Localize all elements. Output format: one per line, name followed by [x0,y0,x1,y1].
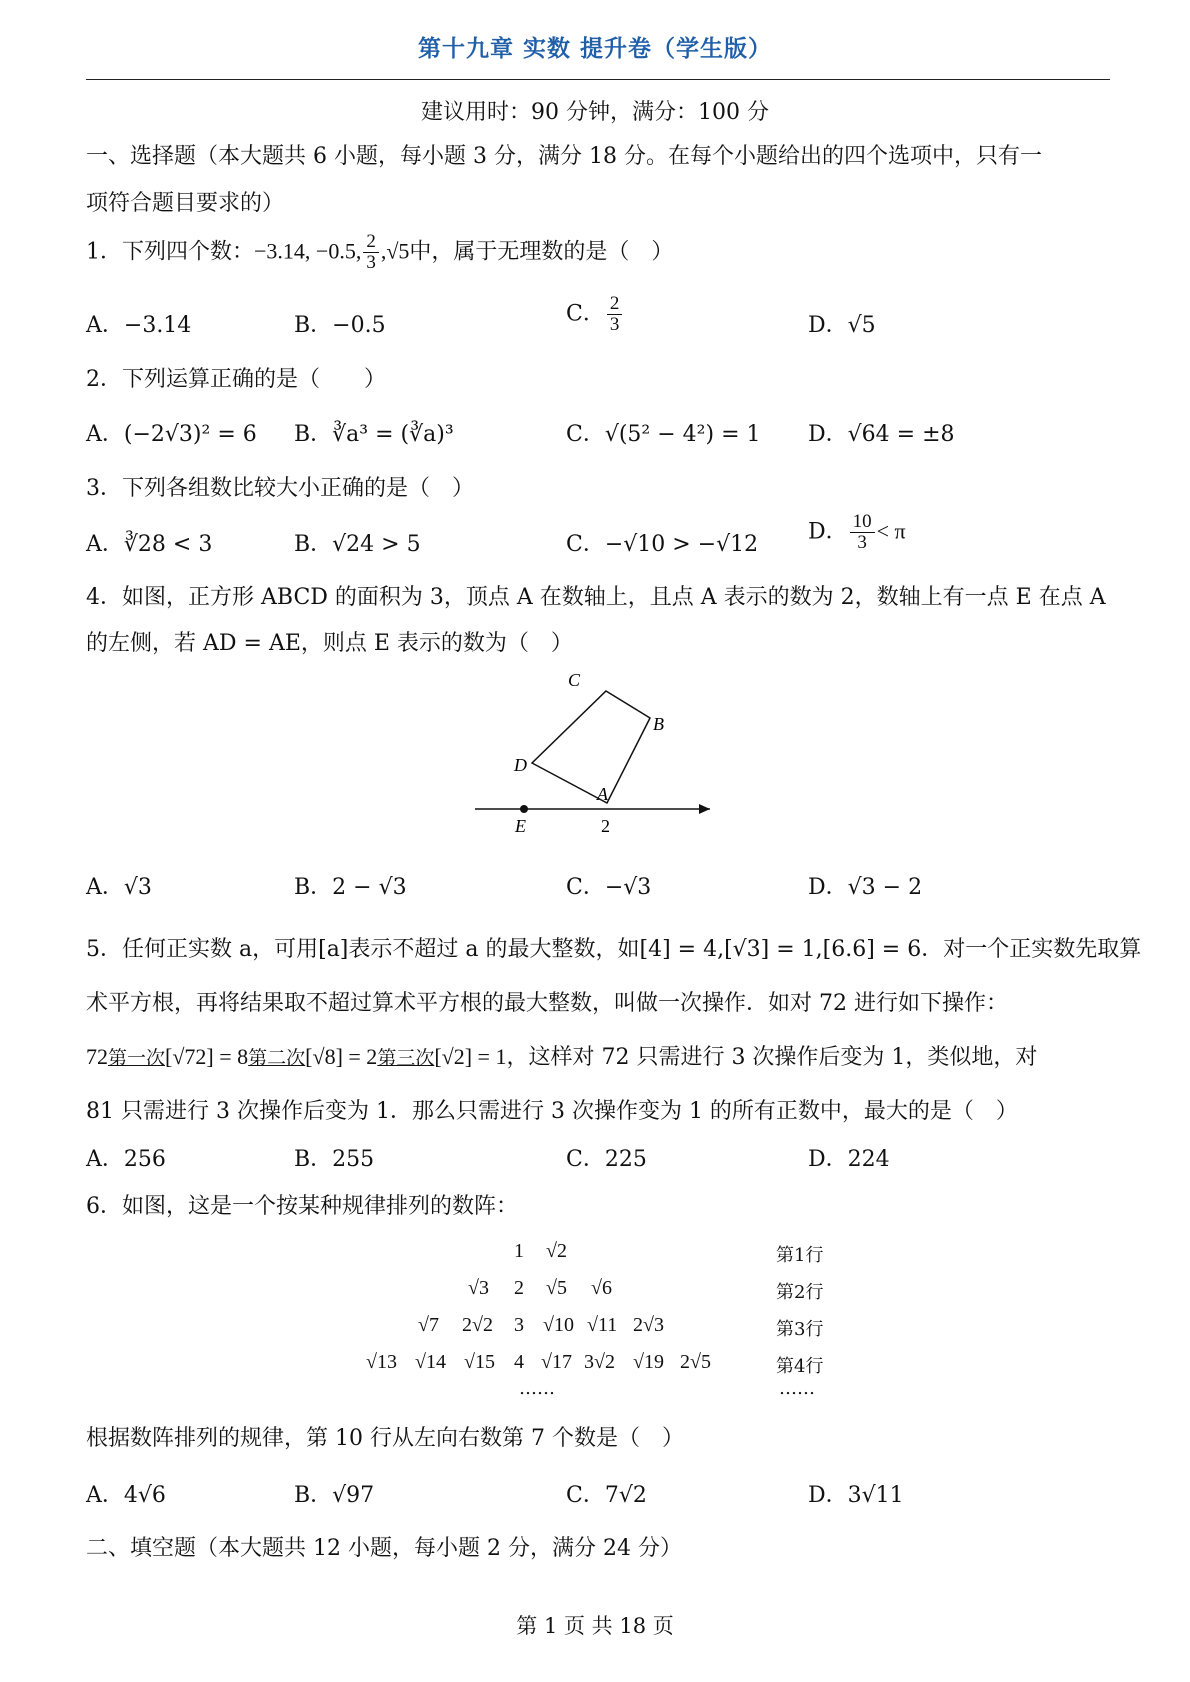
array-cell: 3√2 [584,1351,615,1373]
question-1-stem [86,232,673,273]
number-line-arrow [699,804,710,814]
label-b: B [653,714,664,734]
q1-option-b[interactable]: B．−0.5 [294,313,386,338]
array-row-label: 第3行 [776,1319,824,1340]
q5-ops-start: 72 [86,1044,108,1069]
q5-step3: [√2] = 1 [434,1044,507,1069]
q3-option-d-label: D． [808,519,848,545]
q5-line3-tail: ，这样对 72 只需进行 3 次操作后变为 1，类似地，对 [506,1045,1038,1070]
square-on-number-line-figure [470,668,730,838]
q5-step1: [√72] = 8 [165,1044,249,1069]
question-5-line1: 5．任何正实数 a，可用[a]表示不超过 a 的最大整数，如[4] = 4,[√3] = 1,[6.6] = 6．对一个正实数先取算 [86,937,1142,962]
array-cell: √17 [541,1351,572,1373]
q4-option-a[interactable]: A．√3 [86,875,152,900]
array-cell: 2√5 [680,1351,711,1373]
q3-option-d-numerator: 10 [850,512,875,533]
square-abcd [532,691,650,803]
q3-option-b[interactable]: B．√24 > 5 [294,532,421,557]
array-cell: √5 [546,1277,567,1299]
q1-option-c-denominator: 3 [609,313,620,335]
label-a: A [597,784,608,804]
time-score-info: 建议用时：90 分钟，满分：100 分 [421,100,769,125]
q4-option-b[interactable]: B．2 − √3 [294,875,407,900]
q3-option-c[interactable]: C．−√10 > −√12 [566,532,759,557]
section1-heading-line2: 项符合题目要求的） [86,191,285,216]
q2-option-a[interactable]: A．(−2√3)² = 6 [86,422,257,447]
array-cell: √3 [468,1277,489,1299]
array-cell: √19 [633,1351,664,1373]
q6-option-d[interactable]: D．3√11 [808,1483,904,1508]
array-cell: 1 [514,1240,524,1262]
q1-fraction-numerator: 2 [363,232,379,253]
question-5-line2: 术平方根，再将结果取不超过算术平方根的最大整数，叫做一次操作．如对 72 进行如下操作： [86,991,1008,1016]
q3-option-d-fraction [850,512,875,553]
array-dots: …… [519,1378,555,1399]
array-cell: √15 [464,1351,495,1373]
q1-option-d[interactable]: D．√5 [808,313,876,338]
q5-option-b[interactable]: B．255 [294,1147,375,1172]
q1-option-c-numerator: 2 [607,294,623,315]
q1-option-c-label: C． [566,301,605,327]
array-label-dots: …… [779,1378,815,1399]
q5-op2: 第二次 [248,1047,306,1069]
q4-option-d[interactable]: D．√3 − 2 [808,875,923,900]
point-e [520,805,528,813]
question-6-stem: 6．如图，这是一个按某种规律排列的数阵： [86,1194,518,1219]
page-footer: 第 1 页 共 18 页 [516,1614,674,1638]
q1-option-c[interactable] [566,294,624,335]
array-cell: √13 [366,1351,397,1373]
q1-numbers: −3.14, −0.5, [254,238,362,264]
question-2-stem: 2．下列运算正确的是（ ） [86,367,386,392]
q2-option-d[interactable]: D．√64 = ±8 [808,422,955,447]
page-title: 第十九章 实数 提升卷（学生版） [417,35,772,62]
question-4-line2: 的左侧，若 AD = AE，则点 E 表示的数为（ ） [86,631,573,656]
q2-option-c[interactable]: C．√(5² − 4²) = 1 [566,422,761,447]
array-cell: √14 [415,1351,446,1373]
q5-op3: 第三次 [377,1047,435,1069]
array-row-label: 第2行 [776,1282,824,1303]
question-5-line4: 81 只需进行 3 次操作后变为 1．那么只需进行 3 次操作变为 1 的所有正数中，最大的是（ ） [86,1099,1018,1124]
q5-option-c[interactable]: C．225 [566,1147,647,1172]
question-3-stem: 3．下列各组数比较大小正确的是（ ） [86,476,474,501]
q5-op1: 第一次 [108,1047,166,1069]
q5-option-d[interactable]: D．224 [808,1147,890,1172]
q3-option-d-tail: < π [876,518,906,544]
array-row-label: 第1行 [776,1245,824,1266]
array-cell: 2√2 [462,1314,493,1336]
q1-option-c-fraction [607,294,623,335]
array-cell: √6 [591,1277,612,1299]
label-two: 2 [601,816,610,836]
q2-option-b[interactable]: B．∛a³ = (∛a)³ [294,422,454,447]
label-d: D [514,755,527,775]
q1-prefix: 1．下列四个数： [86,239,254,265]
q6-option-b[interactable]: B．√97 [294,1483,375,1508]
array-cell: 4 [514,1351,524,1373]
question-4-line1: 4．如图，正方形 ABCD 的面积为 3，顶点 A 在数轴上，且点 A 表示的数为 2，数轴上有一点 E 在点 A [86,585,1106,610]
q3-option-a[interactable]: A．∛28 < 3 [86,532,213,557]
array-row-label: 第4行 [776,1356,824,1377]
q1-fraction [363,232,379,273]
question-6-question: 根据数阵排列的规律，第 10 行从左向右数第 7 个数是（ ） [86,1426,684,1451]
q1-option-a[interactable]: A．−3.14 [86,313,192,338]
q1-fraction-denominator: 3 [366,251,376,273]
q1-suffix: 中，属于无理数的是（ ） [409,239,674,265]
array-cell: 2 [514,1277,524,1299]
label-c: C [568,670,581,690]
q4-option-c[interactable]: C．−√3 [566,875,652,900]
array-cell: 3 [514,1314,524,1336]
q6-option-c[interactable]: C．7√2 [566,1483,647,1508]
q1-sqrt: ,√5 [380,238,410,264]
label-e: E [515,816,526,836]
section2-heading: 二、填空题（本大题共 12 小题，每小题 2 分，满分 24 分） [86,1536,682,1561]
array-cell: √10 [543,1314,574,1336]
header-divider [86,79,1110,80]
section1-heading-line1: 一、选择题（本大题共 6 小题，每小题 3 分，满分 18 分。在每个小题给出的四个选项中，只有一 [86,144,1042,169]
array-cell: √11 [587,1314,618,1336]
q5-step2: [√8] = 2 [305,1044,378,1069]
q3-option-d-denominator: 3 [857,531,867,553]
array-cell: √7 [418,1314,439,1336]
q3-option-d[interactable] [808,512,906,553]
array-cell: √2 [546,1240,567,1262]
question-5-line3 [86,1040,1037,1071]
q5-option-a[interactable]: A．256 [86,1147,166,1172]
q6-option-a[interactable]: A．4√6 [86,1483,166,1508]
array-cell: 2√3 [633,1314,664,1336]
